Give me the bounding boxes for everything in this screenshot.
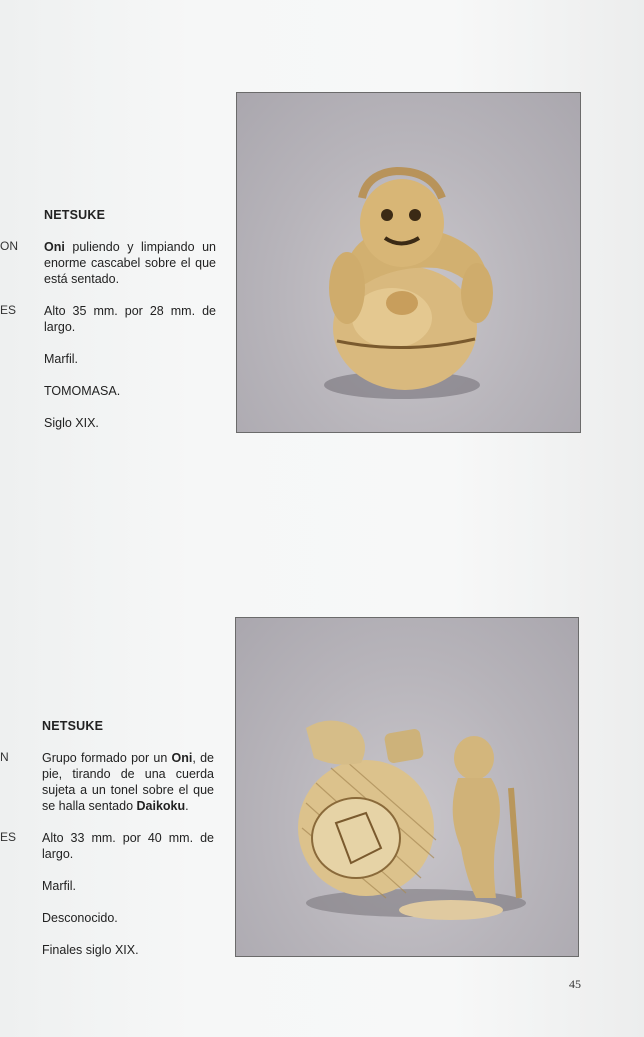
description-text: , de pie, tirando de una cuerda sujeta a un tonel sobre el que se halla sentado [42, 751, 214, 813]
entry-measures: Alto 33 mm. por 40 mm. de largo. [42, 831, 214, 861]
netsuke-group-illustration [236, 618, 578, 956]
entry-description [44, 239, 216, 287]
entry-period: Finales siglo XIX. [42, 943, 139, 957]
description-bold: Daikoku [136, 799, 186, 813]
description-text: Grupo formado por un [42, 751, 172, 765]
page-number: 45 [569, 977, 581, 991]
entry-material: Marfil. [44, 352, 79, 366]
netsuke-figure-illustration [237, 93, 580, 432]
netsuke-photo-oni-barrel [235, 617, 579, 957]
edge-fragment: ES [0, 303, 17, 317]
entry-material: Marfil. [42, 879, 77, 893]
edge-fragment: ON [0, 239, 18, 253]
entry-measures: Alto 35 mm. por 28 mm. de largo. [44, 304, 216, 334]
entry-title: NETSUKE [44, 208, 106, 222]
entry-description [42, 750, 214, 814]
description-text: puliendo y limpiando un enorme cascabel sobre el que está sentado. [44, 240, 216, 286]
entry-title: NETSUKE [42, 719, 104, 733]
entry-author: Desconocido. [42, 911, 118, 925]
entry-period: Siglo XIX. [44, 416, 99, 430]
description-text: . [185, 799, 189, 813]
edge-fragment: ES [0, 830, 17, 844]
entry-2-text [42, 718, 214, 958]
entry-1-text [44, 207, 216, 431]
description-bold: Oni [171, 751, 193, 765]
edge-fragment: N [0, 750, 9, 764]
entry-author: TOMOMASA. [44, 384, 121, 398]
description-bold: Oni [44, 240, 65, 254]
netsuke-photo-oni-bell [236, 92, 581, 433]
